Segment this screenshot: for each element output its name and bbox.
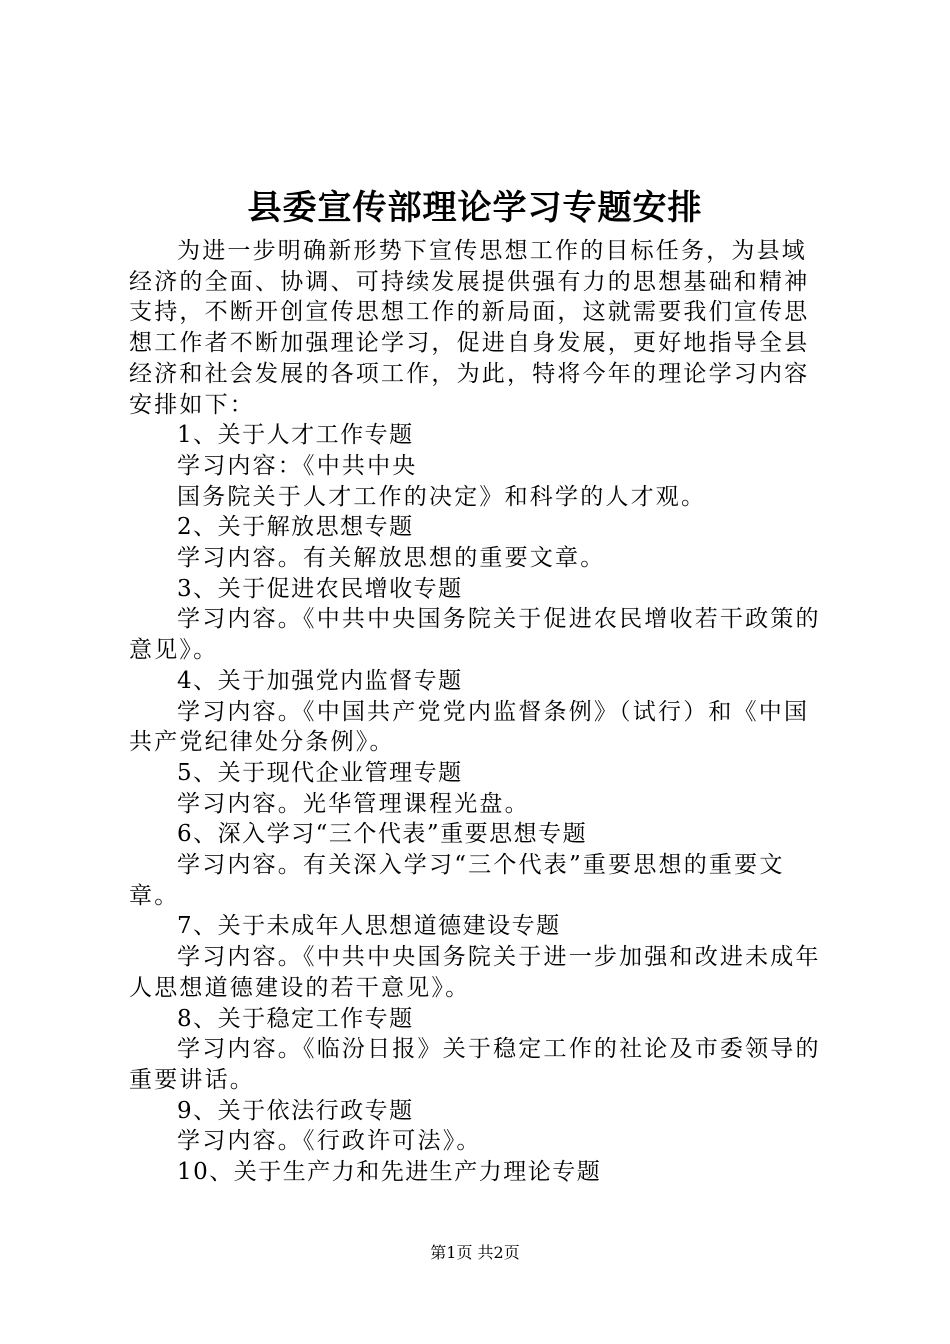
document-title: 县委宣传部理论学习专题安排 [247,188,703,228]
item-content-4: 学习内容。《中国共产党党内监督条例》（试行）和《中国共产党纪律处分条例》。 [129,698,810,756]
item-heading-3: 3、关于促进农民增收专题 [177,575,463,602]
item-content-5: 学习内容。光华管理课程光盘。 [177,790,530,817]
item-content-3: 学习内容。《中共中央国务院关于促进农民增收若干政策的意见》。 [129,606,821,664]
item-heading-9: 9、关于依法行政专题 [177,1097,414,1124]
item-heading-6: 6、深入学习“三个代表”重要思想专题 [177,821,588,848]
item-heading-8: 8、关于稳定工作专题 [177,1005,414,1032]
item-heading-5: 5、关于现代企业管理专题 [177,759,463,786]
item-heading-2: 2、关于解放思想专题 [177,514,414,541]
intro-paragraph: 为进一步明确新形势下宣传思想工作的目标任务，为县域经济的全面、协调、可持续发展提供强有力的思想基础和精神支持，不断开创宣传思想工作的新局面，这就需要我们宣传思想工作者不断加强理论学习，促进自身发展，更好地指导全县经济和社会发展的各项工作，为此，特将今年的理论学习内容安排如下： [129,238,810,418]
item-content-2: 学习内容。有关解放思想的重要文章。 [177,545,606,572]
item-heading-4: 4、关于加强党内监督专题 [177,667,463,694]
item-heading-7: 7、关于未成年人思想道德建设专题 [177,913,561,940]
item-content-7: 学习内容。《中共中央国务院关于进一步加强和改进未成年人思想道德建设的若干意见》。 [129,944,821,1001]
item-content-6: 学习内容。有关深入学习“三个代表”重要思想的重要文章。 [129,852,785,909]
item-content-8: 学习内容。《临汾日报》关于稳定工作的社论及市委领导的重要讲话。 [129,1036,821,1093]
page-footer: 第1页 共2页 [430,1243,520,1262]
document-body [129,236,831,1188]
item-heading-1: 1、关于人才工作专题 [177,422,414,449]
item-content-1-line-1: 学习内容：《中共中央 [177,452,418,479]
item-heading-10: 10、关于生产力和先进生产力理论专题 [177,1159,602,1186]
item-content-9: 学习内容。《行政许可法》。 [177,1128,482,1155]
item-content-1-line-2: 国务院关于人才工作的决定》和科学的人才观。 [177,483,707,510]
